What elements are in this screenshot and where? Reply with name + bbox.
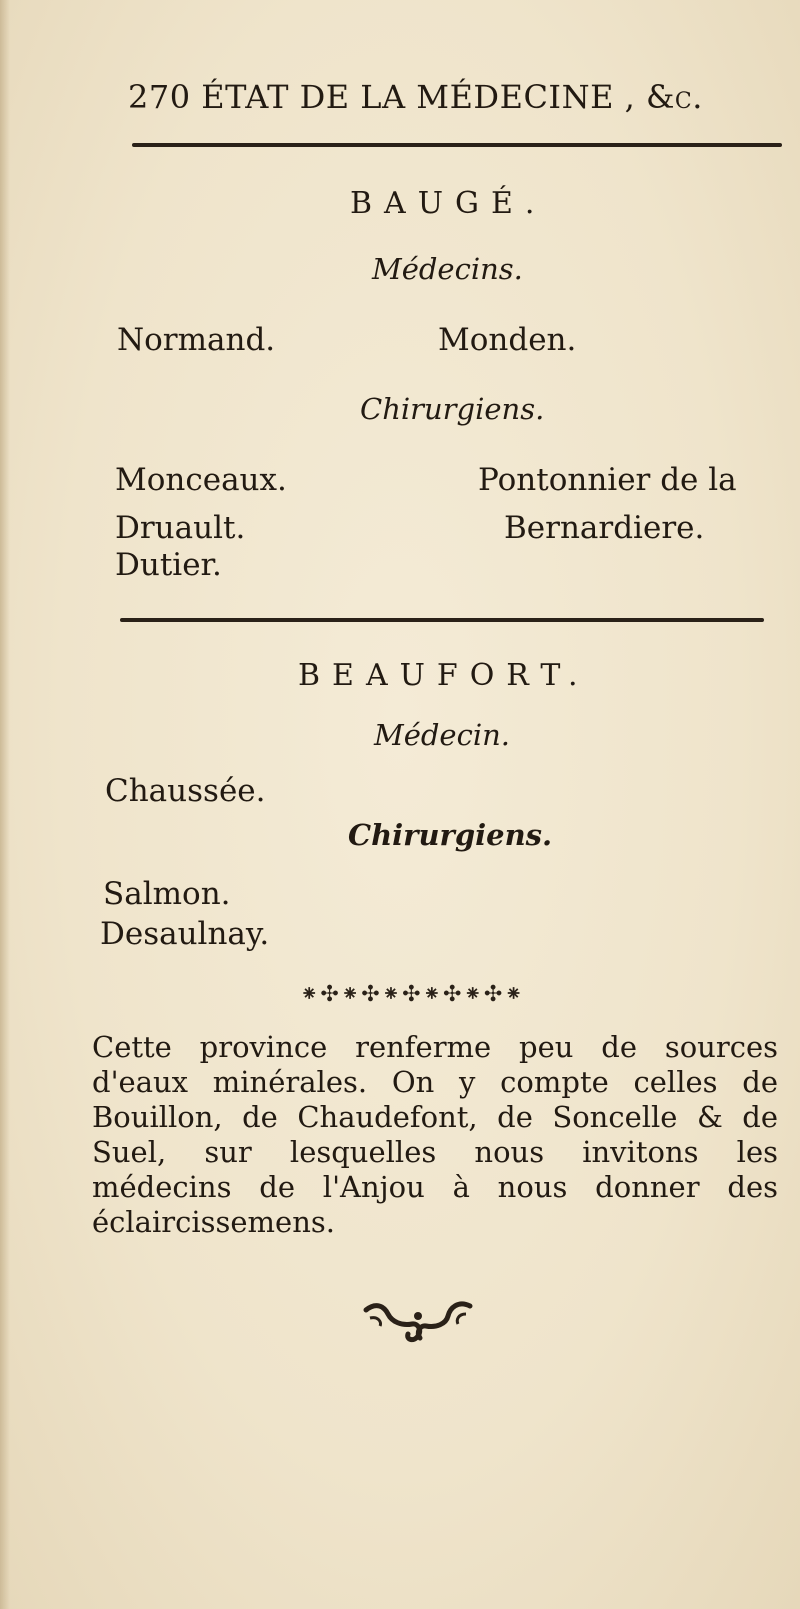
header-rule (132, 143, 782, 147)
chirurgien-name: Salmon. (103, 876, 231, 912)
medecin-name: Chaussée. (105, 773, 266, 809)
chirurgien-name: Monceaux. (115, 462, 287, 498)
chirurgien-name: Druault. (115, 510, 246, 546)
closing-paragraph: Cette province renferme peu de sources d'eaux minérales. On y compte celles de Bouillon, de Chaudefont, de Soncelle & de Suel, sur lesquelles nous invitons les médecins de l'Anjou à nous donner des éclaircissemens. (92, 1030, 778, 1239)
chirurgiens-heading: Chirurgiens. (360, 392, 545, 426)
chirurgien-name: Pontonnier de la (478, 462, 737, 498)
medecin-name: Monden. (438, 322, 577, 358)
chirurgien-name: Desaulnay. (100, 916, 270, 952)
running-title: ÉTAT DE LA MÉDECINE , &c. (201, 78, 703, 116)
chirurgiens-heading: Chirurgiens. (348, 818, 553, 852)
medecins-heading: Médecins. (372, 252, 523, 286)
ornament-row: ⁕✣⁕✣⁕✣⁕✣⁕✣⁕ (300, 982, 525, 1007)
section-rule (120, 618, 764, 622)
chirurgien-name: Bernardiere. (504, 510, 705, 546)
town-heading-beaufort: BEAUFORT. (298, 658, 590, 693)
page-number: 270 (128, 78, 191, 116)
town-heading-bauge: BAUGÉ. (350, 186, 547, 221)
tailpiece-flourish-icon (362, 1296, 474, 1346)
running-header (128, 78, 703, 116)
medecin-name: Normand. (117, 322, 276, 358)
medecin-heading: Médecin. (374, 718, 510, 752)
page-spine-shadow (0, 0, 10, 1609)
chirurgien-name: Dutier. (115, 547, 222, 583)
